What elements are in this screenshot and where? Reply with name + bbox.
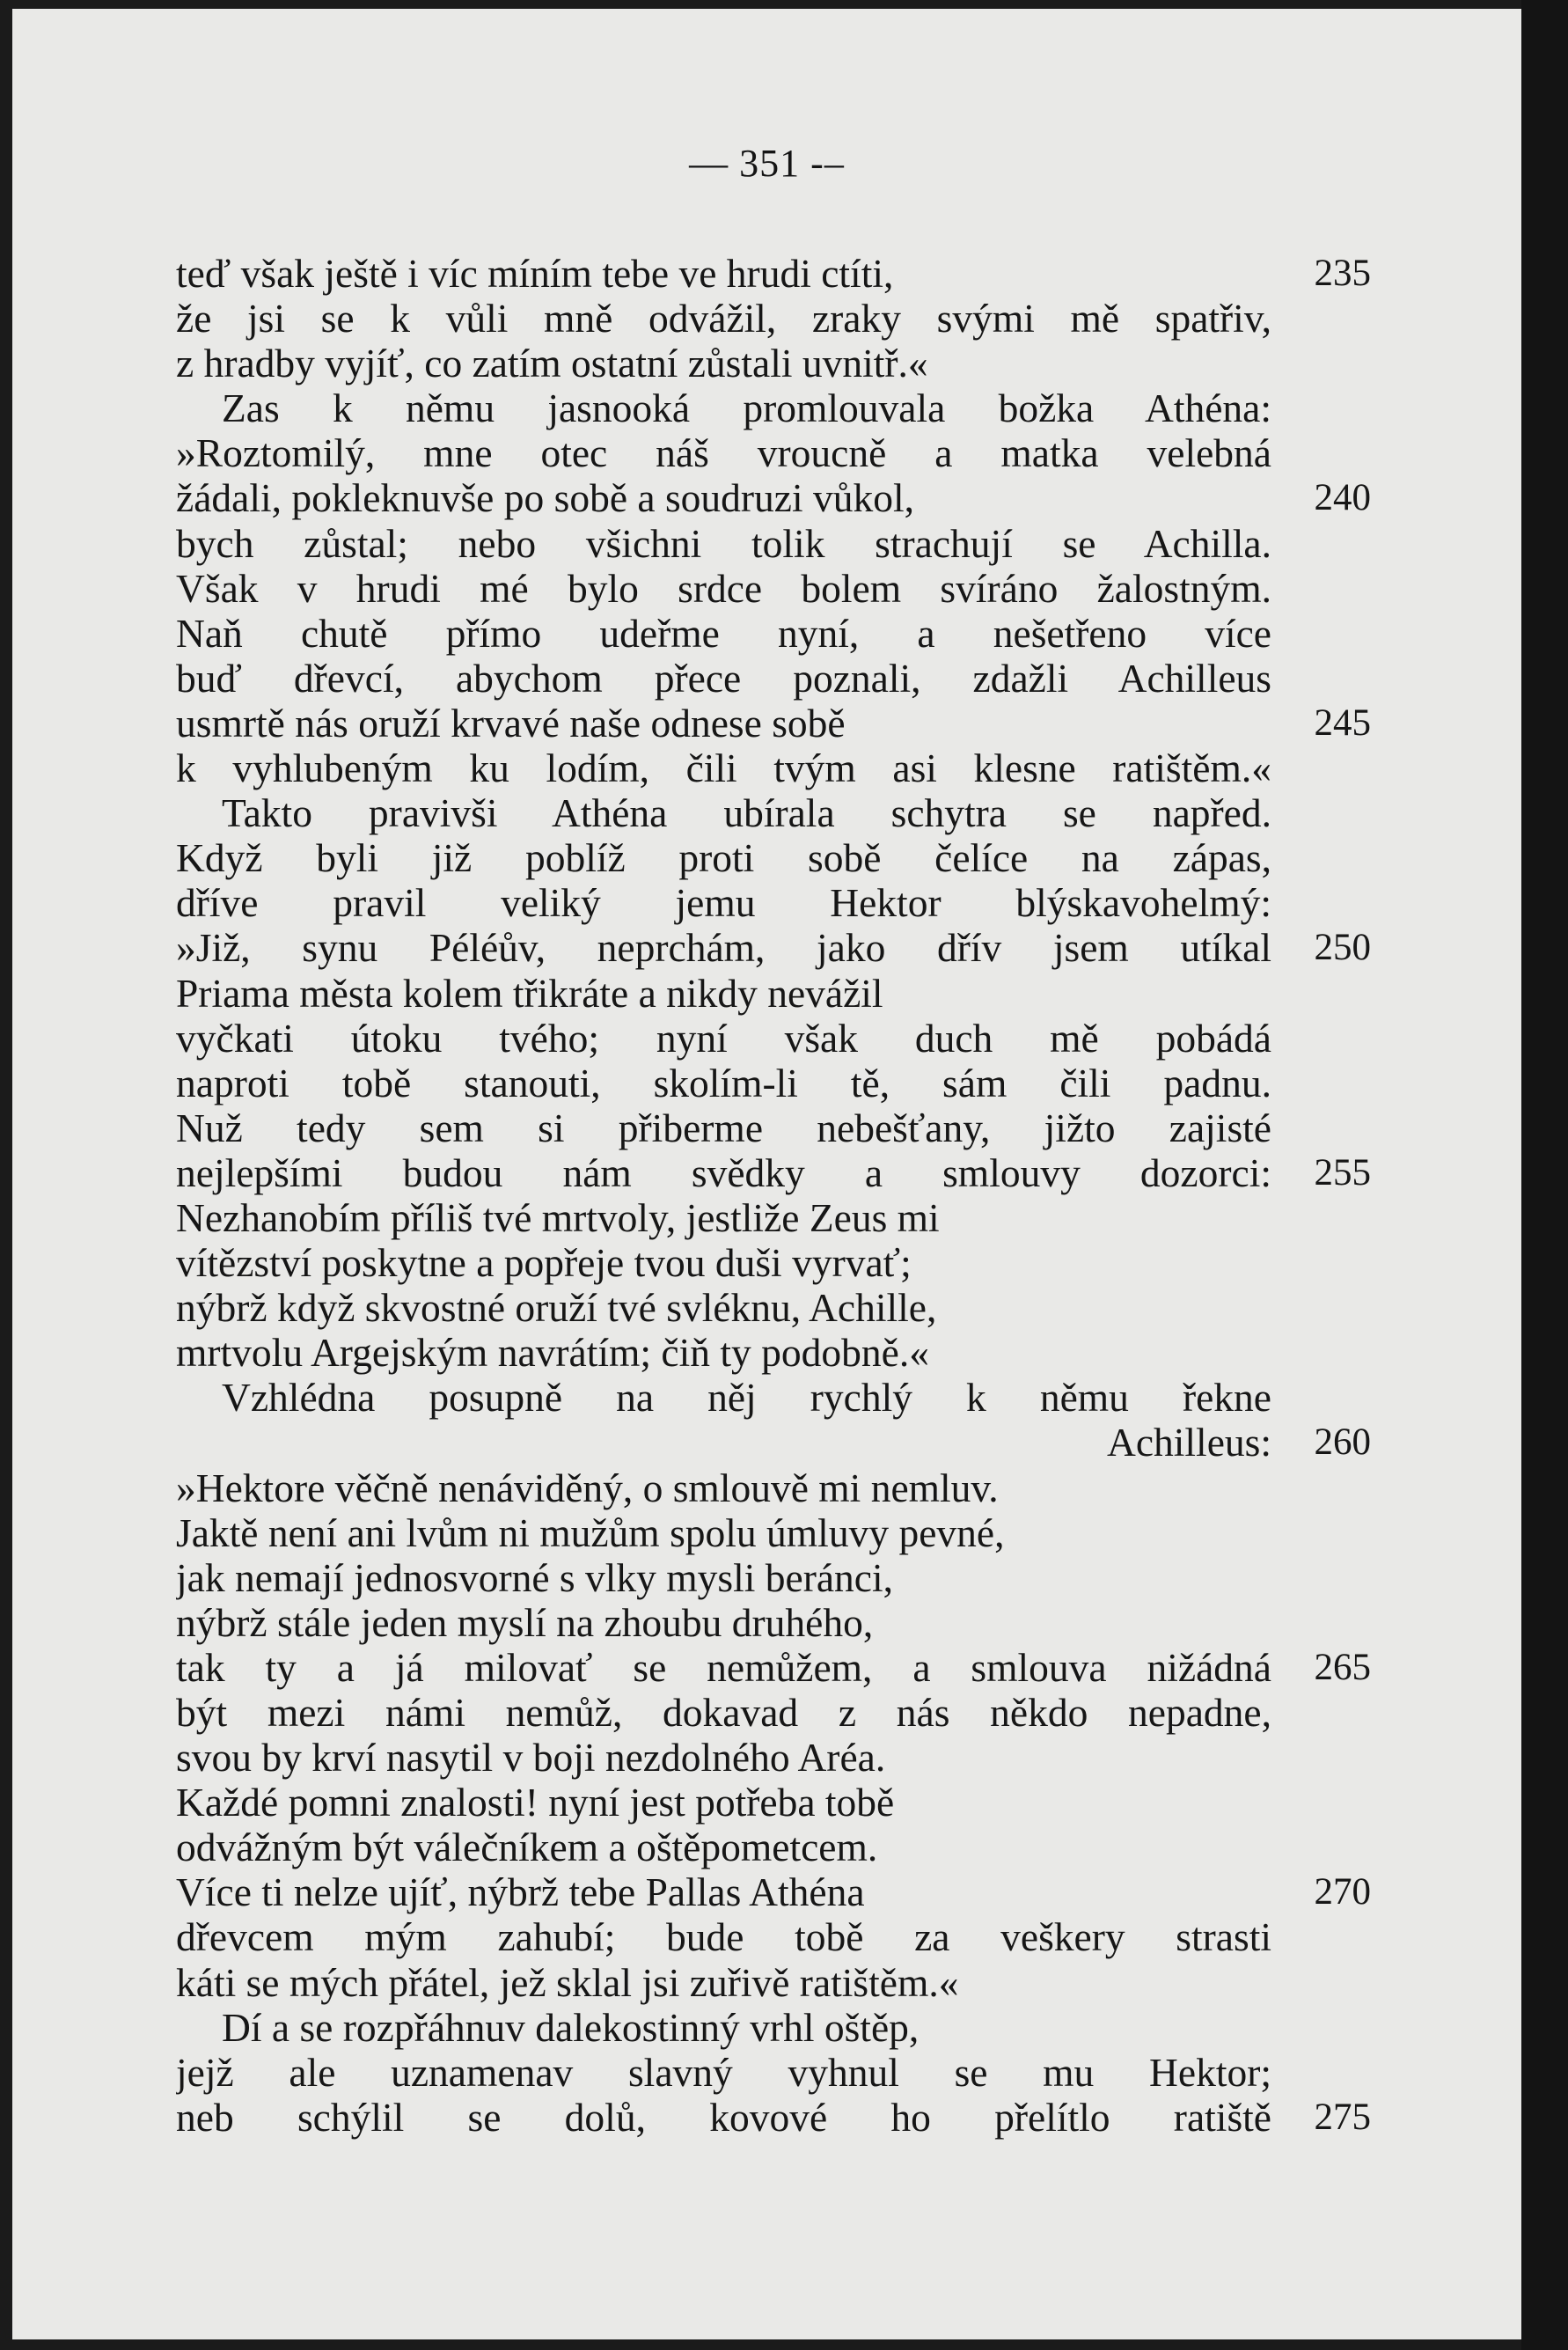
verse-line-text: »Hektore věčně nenáviděný, o smlouvě mi nemluv. — [176, 1465, 999, 1510]
verse-line-text: naproti tobě stanouti, skolím-li tě, sám čili padnu. — [176, 1060, 1271, 1105]
verse-line — [176, 251, 1390, 296]
verse-line — [176, 611, 1390, 656]
verse-line — [176, 475, 1390, 520]
verse-line — [176, 1465, 1390, 1510]
verse-line-text: Nuž tedy sem si přiberme nebešťany, jižto zajisté — [176, 1105, 1271, 1150]
verse-line — [176, 2095, 1390, 2140]
line-number: 255 — [1314, 1151, 1371, 1193]
verse-line-text: svou by krví nasytil v boji nezdolného Aréa. — [176, 1735, 886, 1781]
verse-line — [176, 701, 1390, 745]
verse-line — [176, 1600, 1390, 1645]
verse-line — [176, 296, 1390, 341]
verse-line — [176, 1825, 1390, 1869]
verse-line-text: k vyhlubeným ku lodím, čili tvým asi klesne ratištěm.« — [176, 745, 1271, 791]
verse-line — [176, 835, 1390, 880]
verse-line — [176, 1420, 1390, 1465]
scan-edge — [1521, 0, 1568, 2350]
line-number: 235 — [1314, 253, 1371, 294]
verse-line-text: Takto pravivši Athéna ubírala schytra se napřed. — [222, 790, 1271, 836]
verse-line-text: z hradby vyjíť, co zatím ostatní zůstali uvnitř.« — [176, 341, 928, 386]
verse-line — [176, 1690, 1390, 1735]
verse-line-text: Když byli již poblíž proti sobě čelíce na zápas, — [176, 835, 1271, 881]
line-number: 240 — [1314, 477, 1371, 519]
verse-line-text: vyčkati útoku tvého; nyní však duch mě pobádá — [176, 1015, 1271, 1061]
line-number: 275 — [1314, 2096, 1371, 2138]
verse-line-text: že jsi se k vůli mně odvážil, zraky svými mě spatřiv, — [176, 296, 1271, 341]
verse-line-text: Však v hrudi mé bylo srdce bolem svíráno žalostným. — [176, 565, 1271, 611]
verse-line — [176, 1555, 1390, 1600]
verse-line — [176, 521, 1390, 566]
verse-line-text: Priama města kolem třikráte a nikdy nevážil — [176, 970, 883, 1016]
verse-line-text: usmrtě nás oruží krvavé naše odnese sobě — [176, 700, 846, 745]
verse-line-text: »Roztomilý, mne otec náš vroucně a matka velebná — [176, 430, 1271, 476]
verse-line-text: »Již, synu Péléův, neprchám, jako dřív jsem utíkal — [176, 925, 1271, 971]
verse-line — [176, 1330, 1390, 1375]
book-page — [12, 9, 1521, 2339]
verse-line — [176, 656, 1390, 701]
verse-line-text: Dí a se rozpřáhnuv dalekostinný vrhl oštěp, — [222, 2004, 920, 2050]
verse-line — [176, 1780, 1390, 1825]
verse-line-text: mrtvolu Argejským navrátím; čiň ty podobně.« — [176, 1330, 929, 1376]
line-number: 265 — [1314, 1646, 1371, 1688]
verse-line — [176, 1016, 1390, 1061]
verse-line-text: Naň chutě přímo udeřme nyní, a nešetřeno více — [176, 610, 1271, 656]
verse-text — [176, 251, 1390, 2140]
verse-line — [176, 430, 1390, 475]
verse-line-text: nýbrž když skvostné oruží tvé svléknu, Achille, — [176, 1285, 937, 1331]
verse-line-text: dřevcem mým zahubí; bude tobě za veškery strasti — [176, 1914, 1271, 1960]
verse-line — [176, 1240, 1390, 1285]
verse-line-text: Achilleus: — [1106, 1420, 1271, 1465]
verse-line-text: být mezi námi nemůž, dokavad z nás někdo nepadne, — [176, 1690, 1271, 1735]
verse-line-text: Více ti nelze ujíť, nýbrž tebe Pallas Athéna — [176, 1869, 865, 1915]
verse-line — [176, 566, 1390, 611]
verse-line — [176, 2005, 1390, 2050]
verse-line-text: odvážným být válečníkem a oštěpometcem. — [176, 1825, 878, 1870]
line-number: 260 — [1314, 1421, 1371, 1464]
verse-line-text: Zas k němu jasnooká promlouvala božka Athéna: — [222, 386, 1271, 431]
verse-line — [176, 1285, 1390, 1330]
verse-line-text: nejlepšími budou nám svědky a smlouvy dozorci: — [176, 1149, 1271, 1195]
verse-line — [176, 341, 1390, 386]
verse-line-text: teď však ještě i víc míním tebe ve hrudi ctíti, — [176, 251, 894, 296]
verse-line-text: jejž ale uznamenav slavný vyhnul se mu Hektor; — [176, 2049, 1271, 2095]
verse-line-text: káti se mých přátel, jež sklal jsi zuřivě ratištěm.« — [176, 1959, 959, 2005]
verse-line-text: nýbrž stále jeden myslí na zhoubu druhého, — [176, 1599, 874, 1645]
verse-line — [176, 1375, 1390, 1420]
verse-line-text: jak nemají jednosvorné s vlky mysli beránci, — [176, 1554, 894, 1600]
verse-line-text: buď dřevcí, abychom přece poznali, zdažli Achilleus — [176, 655, 1271, 701]
verse-line — [176, 925, 1390, 970]
verse-line — [176, 1195, 1390, 1240]
verse-line — [176, 1869, 1390, 1914]
page-number: — 351 -– — [689, 142, 845, 185]
line-number: 270 — [1314, 1871, 1371, 1913]
verse-line-text: tak ty a já milovať se nemůžem, a smlouva nižádná — [176, 1644, 1271, 1690]
verse-line — [176, 1150, 1390, 1195]
verse-line-text: Každé pomni znalosti! nyní jest potřeba tobě — [176, 1780, 895, 1825]
verse-line-text: Nezhanobím příliš tvé mrtvoly, jestliže Zeus mi — [176, 1194, 940, 1240]
verse-line — [176, 971, 1390, 1016]
verse-line — [176, 386, 1390, 430]
verse-line-text: Jaktě není ani lvům ni mužům spolu úmluvy pevné, — [176, 1509, 1005, 1555]
verse-line — [176, 1510, 1390, 1555]
line-number: 250 — [1314, 927, 1371, 969]
verse-line-text: bych zůstal; nebo všichni tolik strachují se Achilla. — [176, 520, 1271, 566]
verse-line-text: žádali, pokleknuvše po sobě a soudruzi vůkol, — [176, 475, 915, 521]
verse-line — [176, 1105, 1390, 1150]
verse-line-text: neb schýlil se dolů, kovové ho přelítlo ratiště — [176, 2094, 1271, 2140]
verse-line — [176, 1061, 1390, 1105]
verse-line-text: dříve pravil veliký jemu Hektor blýskavohelmý: — [176, 880, 1271, 926]
verse-line — [176, 880, 1390, 925]
verse-line — [176, 1960, 1390, 2005]
verse-line — [176, 2050, 1390, 2095]
verse-line — [176, 1735, 1390, 1780]
verse-line — [176, 1645, 1390, 1690]
verse-line — [176, 790, 1390, 835]
verse-line-text: Vzhlédna posupně na něj rychlý k němu řekne — [222, 1375, 1271, 1421]
verse-line — [176, 745, 1390, 790]
verse-line-text: vítězství poskytne a popřeje tvou duši vyrvať; — [176, 1240, 912, 1286]
line-number: 245 — [1314, 701, 1371, 744]
verse-line — [176, 1914, 1390, 1959]
